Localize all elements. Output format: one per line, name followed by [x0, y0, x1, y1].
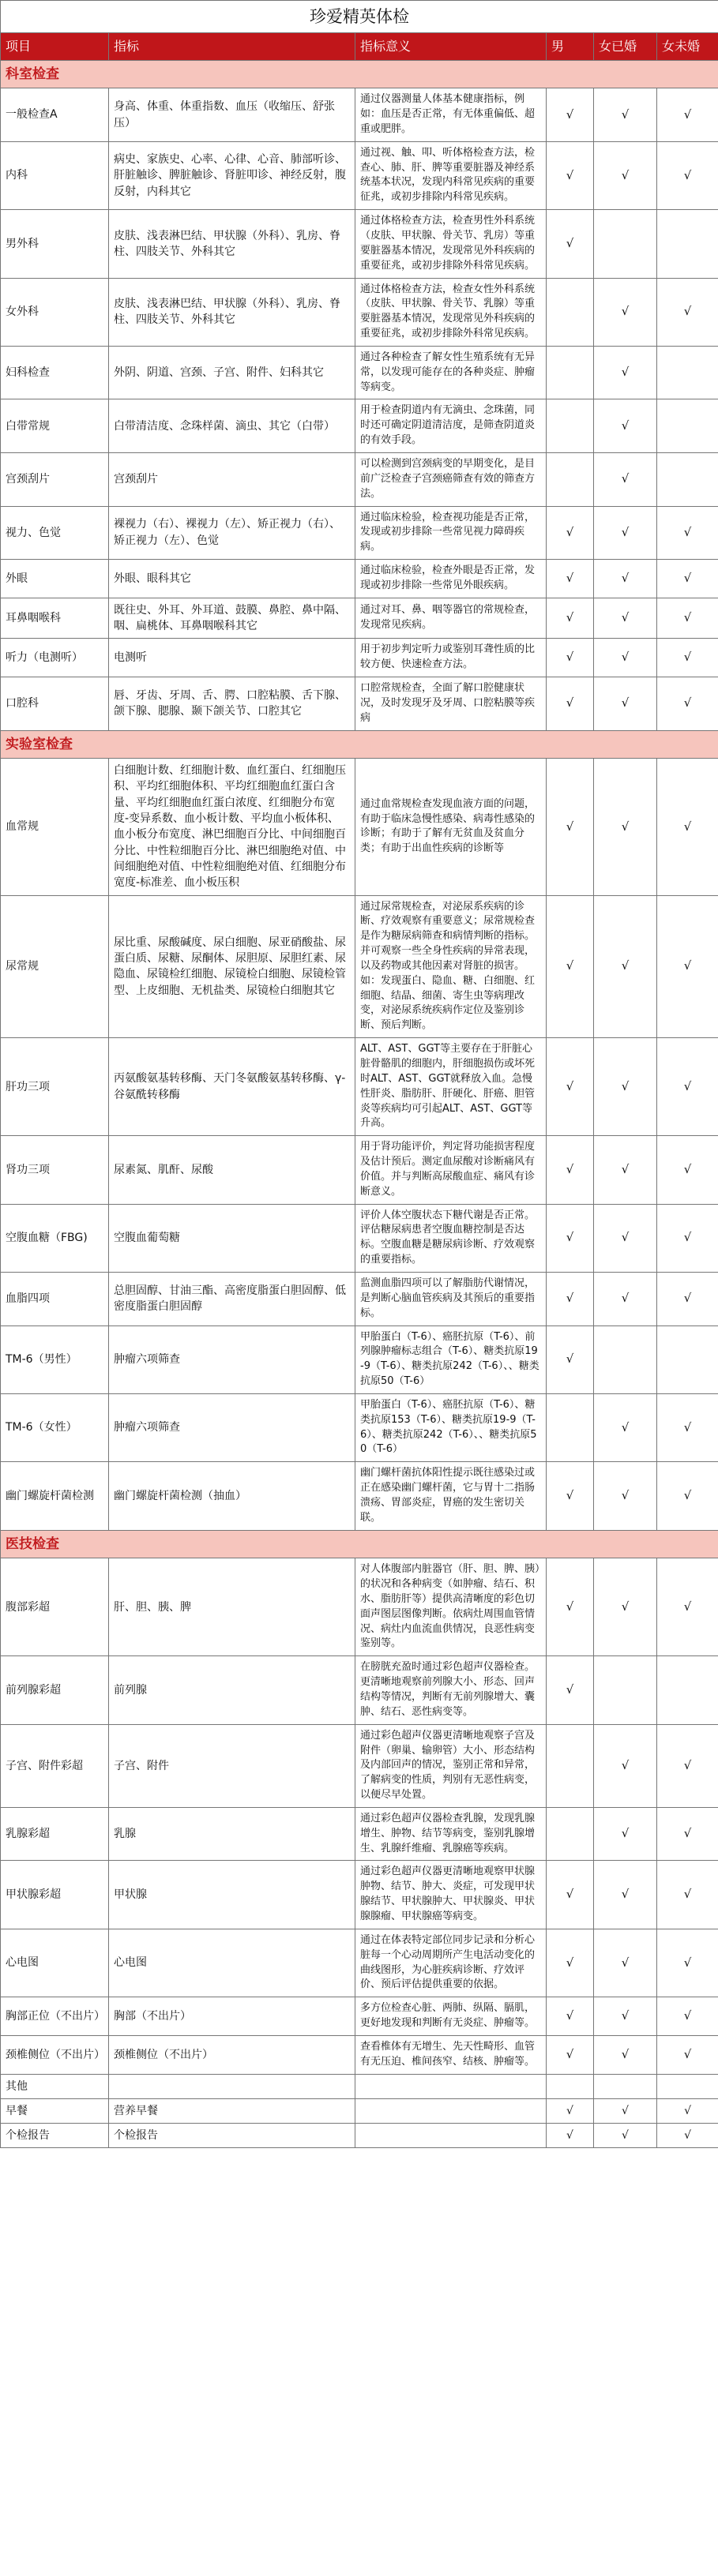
exam-indicators: 胸部（不出片）	[109, 1997, 355, 2036]
exam-significance: 用于初步判定听力或鉴别耳聋性质的比较方便、快速检查方法。	[355, 639, 547, 677]
exam-significance: 幽门螺杆菌抗体阳性提示既往感染过或正在感染幽门螺杆菌，它与胃十二指肠溃疡、胃部炎症，胃癌的发生密切关联。	[355, 1462, 547, 1530]
check-mark: √	[547, 1462, 594, 1530]
exam-indicators: 唇、牙齿、牙周、舌、腭、口腔粘膜、舌下腺、颌下腺、腮腺、颞下颌关节、口腔其它	[109, 677, 355, 731]
check-mark: √	[594, 1136, 657, 1204]
exam-item: 白带常规	[1, 399, 109, 453]
exam-indicators: 空腹血葡萄糖	[109, 1204, 355, 1272]
empty-mark	[547, 1724, 594, 1807]
exam-indicators: 身高、体重、体重指数、血压（收缩压、舒张压）	[109, 88, 355, 142]
check-mark: √	[657, 2098, 718, 2123]
check-mark: √	[594, 1462, 657, 1530]
check-mark: √	[547, 88, 594, 142]
exam-indicators: 既往史、外耳、外耳道、鼓膜、鼻腔、鼻中隔、咽、扁桃体、耳鼻咽喉科其它	[109, 598, 355, 639]
exam-item: 一般检查A	[1, 88, 109, 142]
breakfast-indicator: 营养早餐	[109, 2098, 355, 2123]
section-header	[1, 1530, 718, 1558]
table-row	[1, 1997, 718, 2036]
check-mark: √	[657, 677, 718, 731]
table-row	[1, 1929, 718, 1997]
check-mark: √	[547, 1038, 594, 1136]
check-mark: √	[594, 452, 657, 506]
check-mark: √	[594, 639, 657, 677]
exam-significance: 通过各种检查了解女性生殖系统有无异常，以发现可能存在的各种炎症、肿瘤等病变。	[355, 346, 547, 399]
check-mark: √	[547, 598, 594, 639]
check-mark: √	[594, 141, 657, 209]
check-mark: √	[657, 1558, 718, 1656]
exam-indicators: 乳腺	[109, 1807, 355, 1861]
exam-significance: 甲胎蛋白（T-6）、癌胚抗原（T-6）、前列腺肿瘤标志组合（T-6）、糖类抗原19-9（T-6）、糖类抗原242（T-6）、、糖类抗原50（T-6）	[355, 1325, 547, 1393]
exam-significance: 通过视、触、叩、听体格检查方法，检查心、肺、肝、脾等重要脏器及神经系统基本状况，发现内科常见疾病的重要征兆，或初步排除内科常见疾病。	[355, 141, 547, 209]
check-mark: √	[594, 399, 657, 453]
exam-significance: 通过体格检查方法，检查女性外科系统（皮肤、甲状腺、骨关节、乳腺）等重要脏器基本情况，发现常见外科疾病的重要征兆，或初步排除外科常见疾病。	[355, 278, 547, 346]
check-mark: √	[594, 506, 657, 560]
table-row	[1, 1038, 718, 1136]
table-row	[1, 452, 718, 506]
table-row	[1, 210, 718, 278]
check-mark: √	[547, 506, 594, 560]
check-mark: √	[547, 677, 594, 731]
check-mark: √	[594, 2098, 657, 2123]
empty-mark	[657, 346, 718, 399]
exam-item: 尿常规	[1, 895, 109, 1038]
check-mark: √	[594, 759, 657, 895]
exam-item: 听力（电测听）	[1, 639, 109, 677]
exam-significance: ALT、AST、GGT等主要存在于肝脏心脏骨骼肌的细胞内，肝细胞损伤或坏死时ALT、AST、GGT就释放入血。急慢性肝炎、脂肪肝、肝硬化、肝癌、胆管炎等疾病均可引起ALT、AST、GGT等升高。	[355, 1038, 547, 1136]
exam-item: 外眼	[1, 560, 109, 598]
exam-significance: 在膀胱充盈时通过彩色超声仪器检查。更清晰地观察前列腺大小、形态、回声结构等情况，判断有无前列腺增大、囊肿、结石、恶性病变等。	[355, 1656, 547, 1724]
check-mark: √	[594, 1272, 657, 1325]
exam-significance: 通过在体表特定部位同步记录和分析心脏每一个心动周期所产生电活动变化的曲线图形，为心脏疾病诊断、疗效评价、预后评估提供重要的依据。	[355, 1929, 547, 1997]
check-mark: √	[594, 1724, 657, 1807]
exam-item: 心电图	[1, 1929, 109, 1997]
exam-significance: 通过尿常规检查，对泌尿系疾病的诊断、疗效观察有重要意义；尿常规检查是作为糖尿病筛查和病情判断的指标。并可观察一些全身性疾病的异常表现，以及药物或其他因素对肾脏的损害。如：发现蛋白、隐血、糖、白细胞、红细胞、结晶、细菌、寄生虫等病理改变，对泌尿系统疾病作定位及鉴别诊断、预后判断。	[355, 895, 547, 1038]
exam-significance: 通过彩色超声仪器检查乳腺，发现乳腺增生、肿物、结节等病变，鉴别乳腺增生、乳腺纤维瘤、乳腺癌等疾病。	[355, 1807, 547, 1861]
table-row	[1, 895, 718, 1038]
exam-indicators: 颈椎侧位（不出片）	[109, 2035, 355, 2074]
table-row	[1, 88, 718, 142]
check-mark: √	[547, 1997, 594, 2036]
exam-item: 耳鼻咽喉科	[1, 598, 109, 639]
exam-item: 妇科检查	[1, 346, 109, 399]
exam-indicators: 外阴、阴道、宫颈、子宫、附件、妇科其它	[109, 346, 355, 399]
check-mark: √	[547, 1136, 594, 1204]
exam-item: 宫颈刮片	[1, 452, 109, 506]
check-mark: √	[547, 639, 594, 677]
table-row	[1, 1136, 718, 1204]
empty-mark	[547, 346, 594, 399]
empty-mark	[594, 1325, 657, 1393]
check-mark: √	[657, 895, 718, 1038]
exam-significance: 通过体格检查方法，检查男性外科系统（皮肤、甲状腺、骨关节、乳房）等重要脏器基本情况，发现常见外科疾病的重要征兆，或初步排除外科常见疾病。	[355, 210, 547, 278]
check-mark: √	[594, 895, 657, 1038]
check-mark: √	[657, 1929, 718, 1997]
header-indicators: 指标	[109, 33, 355, 60]
table-row	[1, 2035, 718, 2074]
exam-significance: 通过临床检验，检查外眼是否正常，发现或初步排除一些常见外眼疾病。	[355, 560, 547, 598]
check-mark: √	[657, 1204, 718, 1272]
empty-mark	[594, 210, 657, 278]
exam-indicators: 病史、家族史、心率、心律、心音、肺部听诊、肝脏触诊、脾脏触诊、肾脏叩诊、神经反射，腹反射，内科其它	[109, 141, 355, 209]
header-female-single: 女未婚	[657, 33, 718, 60]
exam-item: 前列腺彩超	[1, 1656, 109, 1724]
exam-significance: 甲胎蛋白（T-6）、癌胚抗原（T-6）、糖类抗原153（T-6）、糖类抗原19-9（T-6）、糖类抗原242（T-6）、、糖类抗原50（T-6）	[355, 1393, 547, 1461]
table-row	[1, 1272, 718, 1325]
exam-significance: 通过彩色超声仪器更清晰地观察子宫及附件（卵巢、输卵管）大小、形态结构及内部回声的情况，鉴别正常和异常，了解病变的性质，判别有无恶性病变，以便尽早处置。	[355, 1724, 547, 1807]
exam-indicators: 皮肤、浅表淋巴结、甲状腺（外科）、乳房、脊柱、四肢关节、外科其它	[109, 210, 355, 278]
check-mark: √	[657, 560, 718, 598]
header-significance: 指标意义	[355, 33, 547, 60]
check-mark: √	[594, 1038, 657, 1136]
check-mark: √	[594, 1204, 657, 1272]
check-mark: √	[657, 2124, 718, 2148]
exam-item: 内科	[1, 141, 109, 209]
check-mark: √	[594, 88, 657, 142]
exam-item: 血常规	[1, 759, 109, 895]
exam-significance: 多方位检查心脏、两肺、纵隔、膈肌，更好地发现和判断有无炎症、肿瘤等。	[355, 1997, 547, 2036]
exam-indicators: 子宫、附件	[109, 1724, 355, 1807]
table-row	[1, 1861, 718, 1929]
table-row	[1, 677, 718, 731]
exam-indicators: 尿比重、尿酸碱度、尿白细胞、尿亚硝酸盐、尿蛋白质、尿糖、尿酮体、尿胆原、尿胆红素、尿隐血、尿镜检红细胞、尿镜检白细胞、尿镜检管型、上皮细胞、无机盐类、尿镜检白细胞其它	[109, 895, 355, 1038]
exam-item: 子宫、附件彩超	[1, 1724, 109, 1807]
empty-mark	[547, 1393, 594, 1461]
exam-item: TM-6（女性）	[1, 1393, 109, 1461]
check-mark: √	[594, 346, 657, 399]
exam-significance: 查看椎体有无增生、先天性畸形、血管有无压迫、椎间孩窄、结核、肿瘤等。	[355, 2035, 547, 2074]
empty-mark	[547, 452, 594, 506]
check-mark: √	[547, 1204, 594, 1272]
exam-significance: 通过仪器测量人体基本健康指标，例如：血压是否正常，有无体重偏低、超重或肥胖。	[355, 88, 547, 142]
exam-indicators: 裸视力（右）、裸视力（左）、矫正视力（右）、矫正视力（左）、色觉	[109, 506, 355, 560]
exam-item: 肾功三项	[1, 1136, 109, 1204]
exam-indicators: 白细胞计数、红细胞计数、血红蛋白、红细胞压积、平均红细胞体积、平均红细胞血红蛋白含量、平均红细胞血红蛋白浓度、红细胞分布宽度-变异系数、血小板计数、平均血小板体积、血小板分布宽度、淋巴细胞百分比、中间细胞百分比、中性粒细胞百分比、淋巴细胞绝对值、中间细胞绝对值、中性粒细胞绝对值、红细胞分布宽度-标准差、血小板压积	[109, 759, 355, 895]
table-row	[1, 639, 718, 677]
exam-indicators: 尿素氮、肌酐、尿酸	[109, 1136, 355, 1204]
table-row	[1, 1204, 718, 1272]
title-row	[1, 1, 718, 33]
table-row	[1, 1807, 718, 1861]
exam-significance: 口腔常规检查，全面了解口腔健康状况，及时发现牙及牙周、口腔粘膜等疾病	[355, 677, 547, 731]
table-row	[1, 141, 718, 209]
check-mark: √	[547, 2098, 594, 2123]
check-mark: √	[547, 2035, 594, 2074]
check-mark: √	[657, 278, 718, 346]
exam-significance: 用于肾功能评价，判定肾功能损害程度及估计预后。测定血尿酸对诊断痛风有价值。并与判断高尿酸血症、痛风有诊断意义。	[355, 1136, 547, 1204]
check-mark: √	[547, 759, 594, 895]
exam-item: 颈椎侧位（不出片）	[1, 2035, 109, 2074]
exam-item: 幽门螺旋杆菌检测	[1, 1462, 109, 1530]
table-row	[1, 1325, 718, 1393]
check-mark: √	[594, 1807, 657, 1861]
exam-significance: 监测血脂四项可以了解脂肪代谢情况，是判断心脑血管疾病及其预后的重要指标。	[355, 1272, 547, 1325]
section-header	[1, 730, 718, 759]
exam-significance: 评价人体空腹状态下糖代谢是否正常。评估糖尿病患者空腹血糖控制是否达标。空腹血糖是糖尿病诊断、疗效观察的重要指标。	[355, 1204, 547, 1272]
check-mark: √	[594, 1558, 657, 1656]
table-row	[1, 1724, 718, 1807]
exam-indicators: 幽门螺旋杆菌检测（抽血）	[109, 1462, 355, 1530]
report-indicator: 个检报告	[109, 2124, 355, 2148]
check-mark: √	[657, 1136, 718, 1204]
other-row	[1, 2074, 718, 2098]
check-mark: √	[657, 1807, 718, 1861]
empty-mark	[657, 452, 718, 506]
exam-significance: 对人体腹部内脏器官（肝、胆、脾、胰）的状况和各种病变（如肿瘤、结石、积水、脂肪肝等）提供高清晰度的彩色切面声图层图像判断。依病灶周围血管情况、病灶内血流血供情况，良恶性病变鉴别等。	[355, 1558, 547, 1656]
table-row	[1, 399, 718, 453]
exam-indicators: 总胆固醇、甘油三酯、高密度脂蛋白胆固醇、低密度脂蛋白胆固醇	[109, 1272, 355, 1325]
exam-significance: 通过对耳、鼻、咽等器官的常规检查，发现常见疾病。	[355, 598, 547, 639]
report-row	[1, 2124, 718, 2148]
header-female-married: 女已婚	[594, 33, 657, 60]
exam-significance: 通过临床检验，检查视功能是否正常，发现或初步排除一些常见视力障碍疾病。	[355, 506, 547, 560]
check-mark: √	[547, 2124, 594, 2148]
empty-mark	[657, 1656, 718, 1724]
empty-mark	[657, 210, 718, 278]
check-mark: √	[657, 1038, 718, 1136]
exam-significance: 通过血常规检查发现血液方面的问题，有助于临床急慢性感染、病毒性感染的诊断；有助于了解有无贫血及贫血分类；有助于出血性疾病的诊断等	[355, 759, 547, 895]
check-mark: √	[657, 1272, 718, 1325]
exam-indicators: 宫颈刮片	[109, 452, 355, 506]
empty-mark	[657, 399, 718, 453]
check-mark: √	[547, 1929, 594, 1997]
breakfast-item: 早餐	[1, 2098, 109, 2123]
exam-item: 肝功三项	[1, 1038, 109, 1136]
check-mark: √	[657, 1861, 718, 1929]
check-mark: √	[547, 1861, 594, 1929]
exam-indicators: 前列腺	[109, 1656, 355, 1724]
table-row	[1, 278, 718, 346]
exam-significance: 可以检测到宫颈病变的早期变化，是目前广泛检查子宫颈癌筛查有效的筛查方法。	[355, 452, 547, 506]
check-mark: √	[594, 1929, 657, 1997]
header-item: 项目	[1, 33, 109, 60]
other-label: 其他	[1, 2074, 109, 2098]
exam-item: 乳腺彩超	[1, 1807, 109, 1861]
table-row	[1, 1393, 718, 1461]
check-mark: √	[594, 278, 657, 346]
check-mark: √	[547, 560, 594, 598]
check-mark: √	[657, 639, 718, 677]
check-mark: √	[657, 1997, 718, 2036]
table-row	[1, 346, 718, 399]
exam-item: 胸部正位（不出片）	[1, 1997, 109, 2036]
check-mark: √	[657, 1462, 718, 1530]
check-mark: √	[594, 1997, 657, 2036]
check-mark: √	[547, 141, 594, 209]
section-title: 医技检查	[1, 1530, 718, 1558]
empty-mark	[657, 1325, 718, 1393]
exam-item: 腹部彩超	[1, 1558, 109, 1656]
table-row	[1, 1656, 718, 1724]
section-title: 科室检查	[1, 60, 718, 88]
check-mark: √	[594, 677, 657, 731]
empty-mark	[594, 1656, 657, 1724]
section-header	[1, 60, 718, 88]
exam-item: 血脂四项	[1, 1272, 109, 1325]
exam-item: 空腹血糖（FBG)	[1, 1204, 109, 1272]
exam-indicators: 甲状腺	[109, 1861, 355, 1929]
exam-indicators: 肿瘤六项筛查	[109, 1325, 355, 1393]
exam-item: 视力、色觉	[1, 506, 109, 560]
table-row	[1, 560, 718, 598]
check-mark: √	[547, 1325, 594, 1393]
exam-item: 女外科	[1, 278, 109, 346]
table-row	[1, 598, 718, 639]
check-mark: √	[657, 141, 718, 209]
check-mark: √	[547, 210, 594, 278]
check-mark: √	[657, 759, 718, 895]
exam-item: 男外科	[1, 210, 109, 278]
exam-item: 甲状腺彩超	[1, 1861, 109, 1929]
exam-indicators: 肿瘤六项筛查	[109, 1393, 355, 1461]
check-mark: √	[657, 1724, 718, 1807]
check-mark: √	[594, 2035, 657, 2074]
exam-indicators: 皮肤、浅表淋巴结、甲状腺（外科）、乳房、脊柱、四肢关节、外科其它	[109, 278, 355, 346]
empty-mark	[547, 1807, 594, 1861]
check-mark: √	[657, 1393, 718, 1461]
check-mark: √	[594, 1393, 657, 1461]
empty-mark	[547, 399, 594, 453]
check-mark: √	[594, 1861, 657, 1929]
exam-indicators: 白带清洁度、念珠样菌、滴虫、其它（白带）	[109, 399, 355, 453]
breakfast-row	[1, 2098, 718, 2123]
exam-item: TM-6（男性）	[1, 1325, 109, 1393]
check-mark: √	[594, 2124, 657, 2148]
header-male: 男	[547, 33, 594, 60]
exam-indicators: 肝、胆、胰、脾	[109, 1558, 355, 1656]
exam-indicators: 心电图	[109, 1929, 355, 1997]
check-mark: √	[594, 598, 657, 639]
check-mark: √	[657, 598, 718, 639]
exam-indicators: 外眼、眼科其它	[109, 560, 355, 598]
check-mark: √	[547, 1272, 594, 1325]
exam-significance: 用于检查阴道内有无滴虫、念珠菌，同时还可确定阴道清洁度，是筛查阴道炎的有效手段。	[355, 399, 547, 453]
page-title: 珍爱精英体检	[1, 1, 718, 33]
check-mark: √	[657, 506, 718, 560]
header-row	[1, 33, 718, 60]
check-mark: √	[547, 1558, 594, 1656]
table-row	[1, 1558, 718, 1656]
table-row	[1, 506, 718, 560]
empty-mark	[547, 278, 594, 346]
exam-significance: 通过彩色超声仪器更清晰地观察甲状腺肿物、结节、肿大、炎症，可发现甲状腺结节、甲状腺肿大、甲状腺炎、甲状腺腺瘤、甲状腺癌等病变。	[355, 1861, 547, 1929]
report-item: 个检报告	[1, 2124, 109, 2148]
exam-indicators: 电测听	[109, 639, 355, 677]
exam-indicators: 丙氨酸氨基转移酶、天门冬氨酸氨基转移酶、γ-谷氨酰转移酶	[109, 1038, 355, 1136]
table-row	[1, 759, 718, 895]
exam-item: 口腔科	[1, 677, 109, 731]
check-mark: √	[594, 560, 657, 598]
table-row	[1, 1462, 718, 1530]
check-mark: √	[657, 2035, 718, 2074]
check-mark: √	[657, 88, 718, 142]
check-mark: √	[547, 1656, 594, 1724]
check-mark: √	[547, 895, 594, 1038]
section-title: 实验室检查	[1, 730, 718, 759]
